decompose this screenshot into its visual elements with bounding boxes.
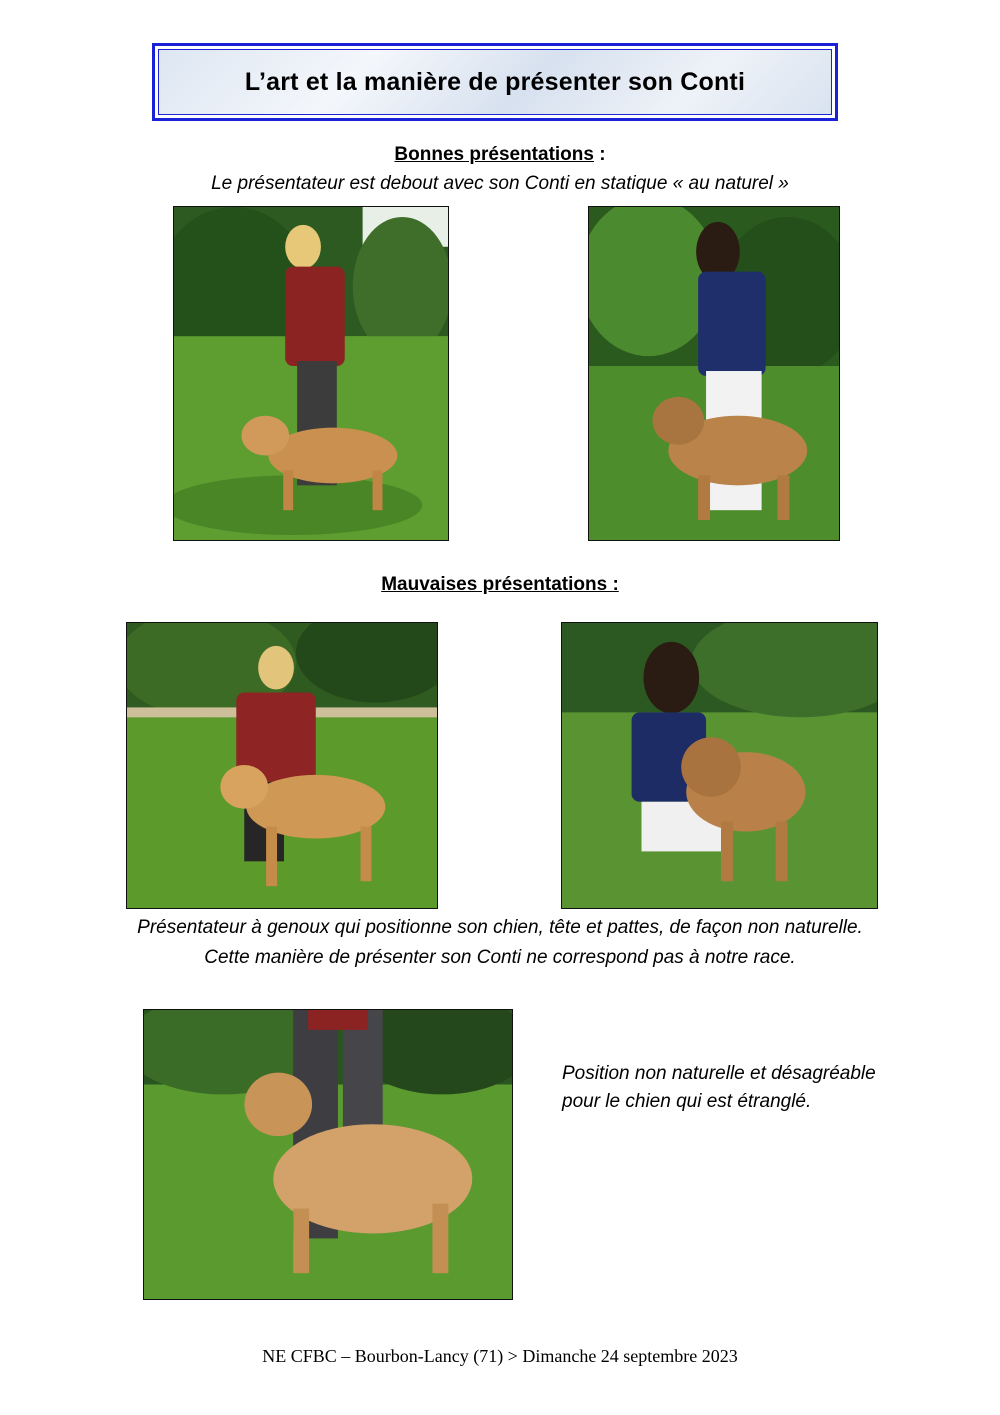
good-heading-suffix: : [593, 144, 606, 165]
bad-caption-line-1: Présentateur à genoux qui positionne son chien, tête et pattes, de façon non naturelle. [137, 917, 863, 938]
photo-bad-kneeling-2 [561, 622, 878, 909]
title-box [152, 43, 838, 121]
photo-bad-kneeling-1 [126, 622, 438, 909]
page-title: L’art et la manière de présenter son Conti [244, 67, 746, 96]
strangled-note [562, 1060, 942, 1116]
photo-bad-strangled [143, 1009, 513, 1300]
bad-presentations-heading [0, 574, 1000, 596]
strangled-note-line-1: Position non naturelle et désagréable [562, 1063, 876, 1084]
bad-caption-line-2: Cette manière de présenter son Conti ne correspond pas à notre race. [204, 947, 796, 968]
good-heading-label: Bonnes présentations [394, 144, 594, 165]
photo-good-standing-2 [588, 206, 840, 541]
good-presentations-heading [0, 144, 1000, 166]
bad-heading-label: Mauvaises présentations : [381, 574, 619, 595]
strangled-note-line-2: pour le chien qui est étranglé. [562, 1091, 812, 1112]
photo-good-standing-1 [173, 206, 449, 541]
title-background [158, 49, 832, 115]
good-presentations-subtitle: Le présentateur est debout avec son Conti en statique « au naturel » [211, 173, 789, 194]
footer-text: NE CFBC – Bourbon-Lancy (71) > Dimanche 24 septembre 2023 [262, 1346, 738, 1366]
